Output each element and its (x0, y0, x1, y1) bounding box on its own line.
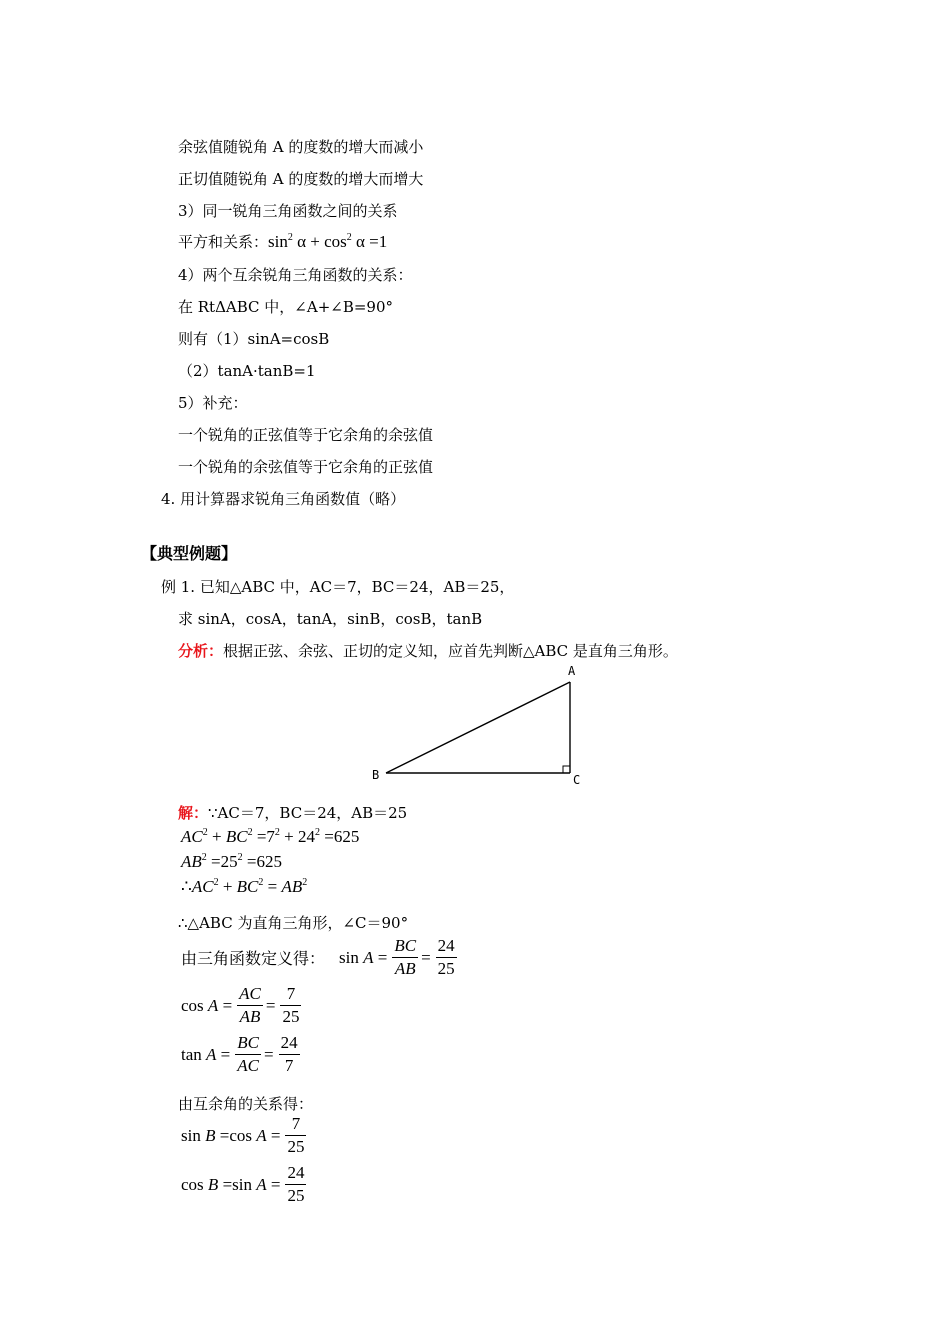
example-1-line-2: 求 sinA，cosA，tanA，sinB，cosB，tanB (178, 610, 483, 628)
solution-label: 解： (178, 804, 209, 822)
cos-a-value: $\frac{7}{25}$ (282, 984, 300, 1026)
step-2: $AB^2 =25^2 =625$ (181, 852, 282, 871)
analysis-text: 根据正弦、余弦、正切的定义知，应首先判断△ABC 是直角三角形。 (223, 642, 678, 660)
sin-a-ratio: $\frac{BC}{AB}$ (394, 936, 417, 978)
right-angle-mark (563, 766, 570, 773)
tan-a-equation: tan A = $\frac{BC}{AC}$ = $\frac{24}{7}$ (181, 1033, 298, 1075)
definition-label: 由三角函数定义得： (181, 951, 326, 968)
triangle-diagram (360, 660, 600, 790)
rt-condition: 在 RtΔABC 中，∠A+∠B=90° (178, 298, 394, 316)
relation-2: （2）tanA·tanB=1 (178, 362, 316, 380)
tan-monotonic-text: 正切值随锐角 A 的度数的增大而增大 (178, 170, 424, 188)
item-4: 4. 用计算器求锐角三角函数值（略） (161, 490, 406, 508)
square-relation (178, 232, 387, 252)
heading-5: 5）补充： (178, 394, 248, 412)
vertex-a-label: A (568, 664, 576, 678)
heading-4: 4）两个互余锐角三角函数的关系： (178, 266, 413, 284)
side-ab (386, 682, 570, 773)
vertex-c-label: C (573, 773, 581, 787)
tan-a-value: $\frac{24}{7}$ (280, 1033, 298, 1075)
supplement-1: 一个锐角的正弦值等于它余角的余弦值 (178, 426, 434, 444)
step-3: $\therefore AC^2 + BC^2 = AB^2$ (181, 877, 308, 896)
sin-b-equation: sin B =cos A = $\frac{7}{25}$ (181, 1114, 305, 1156)
supplement-2: 一个锐角的余弦值等于它余角的正弦值 (178, 458, 434, 476)
analysis (178, 641, 678, 661)
relation-1: 则有（1）sinA=cosB (178, 330, 330, 348)
complement-label: 由互余角的关系得： (178, 1095, 314, 1113)
example-1-line-1: 例 1. 已知△ABC 中，AC＝7，BC＝24，AB＝25， (161, 578, 515, 596)
cos-b-value: $\frac{24}{25}$ (287, 1163, 305, 1205)
section-title: 【典型例题】 (141, 544, 238, 563)
vertex-b-label: B (372, 768, 380, 782)
conclusion: ∴△ABC 为直角三角形，∠C＝90° (178, 914, 409, 932)
cos-a-equation: cos A = $\frac{AC}{AB}$ = $\frac{7}{25}$ (181, 984, 300, 1026)
cos-a-ratio: $\frac{AC}{AB}$ (239, 984, 261, 1026)
cos-b-equation: cos B =sin A = $\frac{24}{25}$ (181, 1163, 305, 1205)
heading-3: 3）同一锐角三角函数之间的关系 (178, 202, 398, 220)
tan-a-ratio: $\frac{BC}{AC}$ (237, 1033, 259, 1075)
sin-b-value: $\frac{7}{25}$ (287, 1114, 305, 1156)
square-formula: $\sin^2 \alpha + \cos^2 \alpha =1$ (268, 232, 388, 251)
solution-given (178, 803, 407, 823)
square-label: 平方和关系： (178, 233, 269, 251)
cos-monotonic-text: 余弦值随锐角 A 的度数的增大而减小 (178, 138, 424, 156)
sin-a-value: $\frac{24}{25}$ (437, 936, 455, 978)
step-1: $AC^2 + BC^2 =7^2 + 24^2 =625$ (181, 827, 360, 846)
sin-a-equation: 由三角函数定义得： sin A = $\frac{BC}{AB}$ = $\frac{24}{25}$ (181, 936, 455, 978)
analysis-label: 分析： (178, 642, 224, 660)
solution-given-text: ∵AC＝7，BC＝24，AB＝25 (208, 804, 408, 822)
